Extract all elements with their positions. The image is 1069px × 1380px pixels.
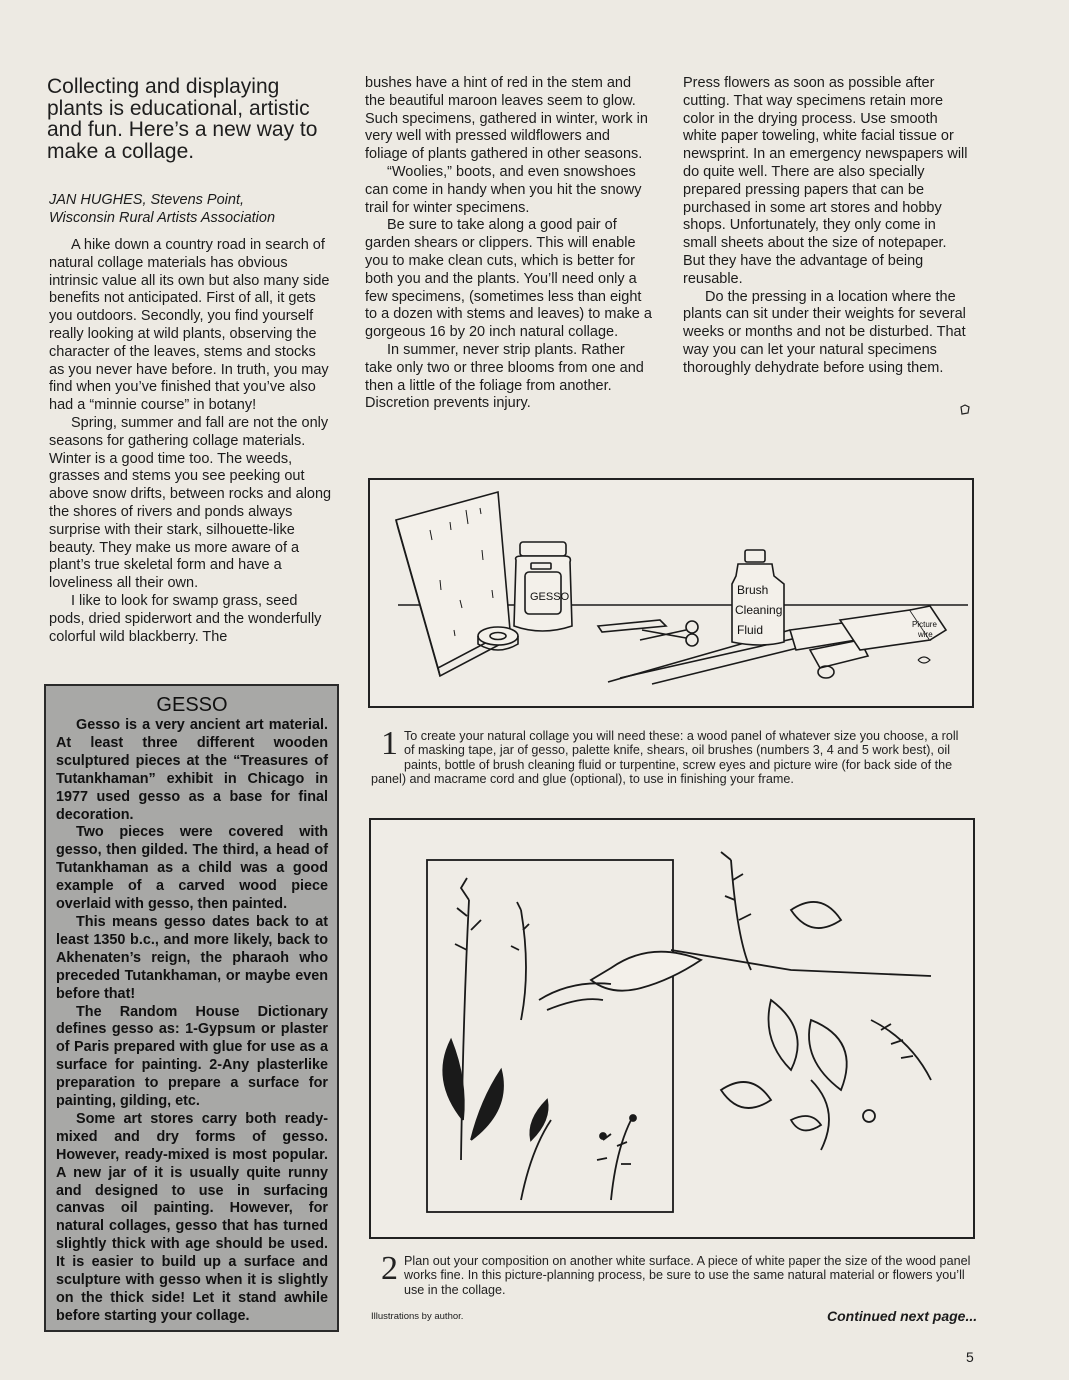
bottle-label-line-1: Brush <box>737 583 769 597</box>
bottle-label-line-3: Fluid <box>737 623 764 637</box>
supplies-drawing <box>370 480 972 706</box>
step-text: Plan out your composition on another white surface. A piece of white paper the size of the wood panel works fine. In this picture-planning process, be sure to use the same natural material or flowers you’ll use in the collage. <box>404 1254 971 1297</box>
paragraph: I like to look for swamp grass, seed pods, dried spiderwort and the wonderfully colorful wild blackberry. The <box>49 592 322 645</box>
step-number: 2 <box>381 1250 398 1287</box>
article-column-2 <box>365 75 653 413</box>
article-column-3 <box>683 75 968 378</box>
byline-line-1: JAN HUGHES, Stevens Point, <box>49 192 245 208</box>
continued-note: Continued next page... <box>827 1308 978 1324</box>
box-label-line-2: wire <box>918 630 933 639</box>
supplies-illustration <box>368 478 974 708</box>
jar-label: GESSO <box>530 591 570 603</box>
sidebar-paragraph: The Random House Dictionary defines gesso as: 1-Gypsum or plaster of Paris prepared with glue for use as a surface for painting. 2-Any plasterlike preparation to prepare a surface for painting, gilding, etc. <box>56 1003 328 1110</box>
byline-line-2: Wisconsin Rural Artists Association <box>49 210 276 226</box>
paragraph: Spring, summer and fall are not the only seasons for gathering collage materials. Winter is a good time too. The weeds, grasses and stems you see peeking out above snow drifts, between rocks and along the shores of rivers and ponds always surprise with their stark, silhouette-like beauty. They make us more aware of a plant’s true skeletal form and have a loveliness all their own. <box>49 414 332 592</box>
paragraph: “Woolies,” boots, and even snowshoes can come in handy when you hit the snowy trail for winter specimens. <box>365 163 642 216</box>
step-2-caption <box>371 1250 971 1297</box>
step-text: To create your natural collage you will need these: a wood panel of whatever size you choose, a roll of masking tape, jar of gesso, palette knife, shears, oil brushes (numbers 3, 4 and 5 work best), oil paints, bottle of brush cleaning fluid or turpentine, screw eyes and picture wire (for back side of the panel) and macrame cord and glue (optional), to use in finishing your frame. <box>371 729 959 786</box>
paragraph: bushes have a hint of red in the stem and the beautiful maroon leaves seem to glow. Such specimens, gathered in winter, work in very well with pressed wildflowers and foliage of plants gathered in other seasons. <box>365 75 648 163</box>
author-byline <box>49 191 339 227</box>
step-1-caption <box>371 725 971 786</box>
paragraph: Press flowers as soon as possible after cutting. That way specimens retain more color in the drying process. Use smooth white paper toweling, white facial tissue or newsprint. In an emergency newspapers will do quite well. There are also specially prepared pressing papers that can be purchased in some art stores and hobby shops. Unfortunately, they only come in small sheets about the size of notepaper. But they have the advantage of being reusable. <box>683 75 968 287</box>
composition-illustration <box>369 818 975 1239</box>
gesso-sidebar <box>44 684 339 1332</box>
article-column-1 <box>49 237 333 646</box>
sidebar-paragraph: Gesso is a very ancient art material. At least three different wooden sculptured pieces at the “Treasures of Tutankhaman” exhibit in Chicago in 1977 used gesso as a base for final decoration. <box>56 717 328 823</box>
sidebar-title: GESSO <box>156 694 228 716</box>
article-headline: Collecting and displaying plants is educational, artistic and fun. Here’s a new way to make a collage. <box>47 75 318 163</box>
paragraph: Do the pressing in a location where the plants can sit under their weights for several weeks or months and not be disturbed. That way you can let your natural specimens thoroughly dehydrate before using them. <box>683 288 966 376</box>
page-number: 5 <box>966 1349 974 1365</box>
sidebar-paragraph: Two pieces were covered with gesso, then gilded. The third, a head of Tutankhaman as a child was a good example of a carved wood piece overlaid with gesso, then painted. <box>56 824 328 913</box>
sidebar-paragraph: This means gesso dates back to at least 1350 b.c., and more likely, back to Akhenaten’s reign, the pharaoh who preceded Tutankhaman, or maybe even before that! <box>56 913 328 1002</box>
paragraph: Be sure to take along a good pair of garden shears or clippers. This will enable you to make clean cuts, which is better for both you and the plants. You’ll need only a few specimens, (sometimes less than eight to a dozen with stems and leaves) to make a gorgeous 16 by 20 inch natural collage. <box>365 217 652 341</box>
step-number: 1 <box>381 725 398 762</box>
bottle-label-line-2: Cleaning <box>735 603 783 617</box>
end-of-article-icon <box>958 403 972 420</box>
composition-drawing <box>371 820 973 1237</box>
paragraph: In summer, never strip plants. Rather take only two or three blooms from one and then a little of the foliage from another. Discretion prevents injury. <box>365 341 644 412</box>
box-label-line-1: Picture <box>912 620 937 629</box>
illustration-credit: Illustrations by author. <box>371 1311 464 1322</box>
paragraph: A hike down a country road in search of natural collage materials has obvious intrinsic value all its own but also many side benefits not anticipated. First of all, it gets you outdoors. Secondly, you find yourself really looking at wild plants, observing the character of the leaves, stems and stocks as you never have before. In truth, you may find when you’ve finished that you’ve also had a “minnie course” in botany! <box>49 237 330 414</box>
sidebar-paragraph: Some art stores carry both ready-mixed and dry forms of gesso. However, ready-mixed is most popular. A new jar of it is usually quite runny and designed to use in surfacing canvas oil painting. However, for natural collages, gesso that has turned slightly thick with age should be used. It is easier to build up a surface and sculpture with gesso when it is slightly on the thick side! Let it stand awhile before starting your collage. <box>56 1110 328 1324</box>
